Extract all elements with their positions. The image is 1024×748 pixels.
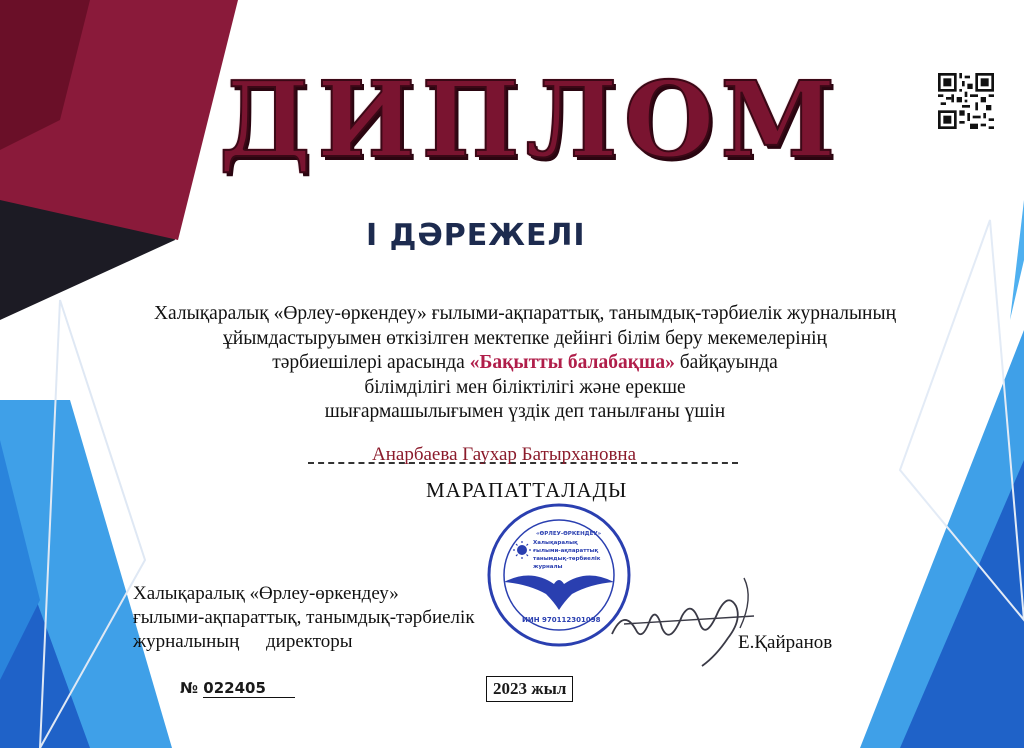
qr-code-icon bbox=[938, 73, 994, 129]
stamp-text-5: журналы bbox=[533, 564, 563, 570]
diploma-title bbox=[150, 58, 910, 181]
stamp-eagle-icon bbox=[504, 575, 614, 610]
org-line-1: Халықаралық «Өрлеу-өркендеу» bbox=[133, 583, 399, 604]
contest-name: «Бақытты балабақша» bbox=[469, 352, 675, 373]
org-line-3-journal: журналының bbox=[133, 631, 240, 652]
description-line-1: Халықаралық «Өрлеу-өркендеу» ғылыми-ақпараттық, танымдық-тәрбиелік журналының bbox=[153, 303, 897, 324]
description-line-4: білімділігі мен біліктілігі және ерекше bbox=[364, 376, 686, 398]
degree-label: І ДӘРЕЖЕЛІ bbox=[366, 218, 586, 253]
awarded-label: МАРАПАТТАЛАДЫ bbox=[426, 478, 628, 502]
description-line-5: шығармашылығымен үздік деп танылғаны үшін bbox=[324, 401, 726, 422]
org-line-3 bbox=[133, 630, 475, 654]
stamp-text-1: «ӨРЛЕУ-ӨРКЕНДЕУ» bbox=[536, 531, 602, 537]
director-signature bbox=[604, 572, 764, 672]
director-name: Е.Қайранов bbox=[738, 632, 833, 653]
stamp-text-4: танымдық-тәрбиелік bbox=[533, 556, 601, 562]
description-line-3-suffix: байқауында bbox=[679, 352, 778, 373]
org-line-2: ғылыми-ақпараттық, танымдық-тәрбиелік bbox=[133, 607, 475, 628]
stamp-text-3: ғылыми-ақпараттық bbox=[533, 548, 599, 554]
award-description bbox=[95, 302, 955, 425]
stamp-inn: ИИН 970112301098 bbox=[522, 616, 601, 624]
stamp-text-2: Халықаралық bbox=[533, 540, 578, 546]
diploma-number-value: 022405 bbox=[203, 679, 295, 698]
organization-signature-block bbox=[133, 582, 475, 654]
diploma-year: 2023 жыл bbox=[486, 676, 573, 702]
description-line-3-prefix: тәрбиешілері арасында bbox=[272, 352, 465, 373]
stamp-sun-icon bbox=[513, 541, 531, 559]
diploma-number bbox=[180, 679, 295, 698]
diploma-title-text: ДИПЛОМ bbox=[218, 58, 842, 181]
diploma-number-label: № bbox=[180, 679, 199, 697]
description-line-3 bbox=[95, 351, 955, 376]
org-line-3-director: директоры bbox=[266, 631, 353, 652]
description-line-2: ұйымдастыруымен өткізілген мектепке дейінгі білім беру мекемелерінің bbox=[223, 327, 827, 349]
recipient-name: Анарбаева Гаухар Батырхановна bbox=[372, 444, 637, 465]
deco-right-blue-top bbox=[1010, 200, 1024, 320]
